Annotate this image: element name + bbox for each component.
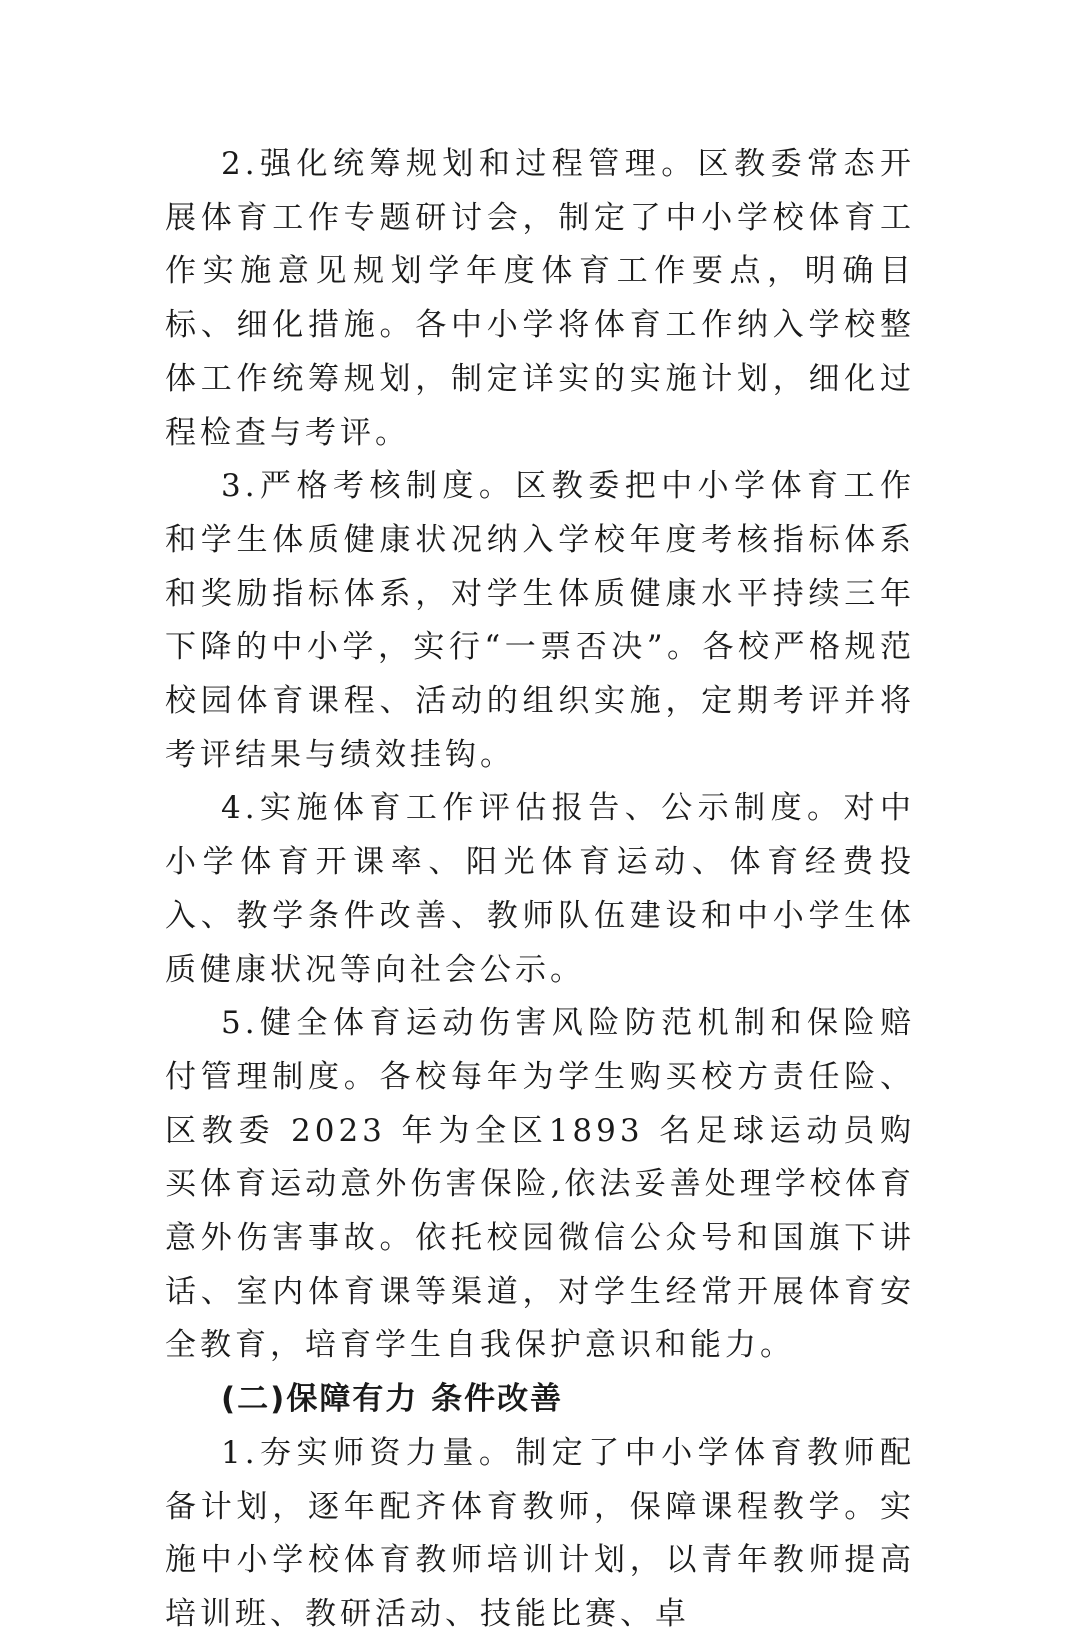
section-heading: (二)保障有力 条件改善 — [221, 1381, 564, 1418]
paragraph-teacher-staffing: 1.夯实师资力量。制定了中小学体育教师配备计划，逐年配齐体育教师，保障课程教学。实施中小学校体育教师培训计划，以青年教师提高培训班、教研活动、技能比赛、卓 — [165, 1434, 915, 1632]
paragraph-planning-management: 2.强化统筹规划和过程管理。区教委常态开展体育工作专题研讨会，制定了中小学校体育工作实施意见规划学年度体育工作要点，明确目标、细化措施。各中小学将体育工作纳入学校整体工作统筹规划，制定详实的实施计划，细化过程检查与考评。 — [165, 146, 915, 451]
paragraph-assessment-system: 3.严格考核制度。区教委把中小学体育工作和学生体质健康状况纳入学校年度考核指标体系和奖励指标体系，对学生体质健康水平持续三年下降的中小学，实行“一票否决”。各校严格规范校园体育课程、活动的组织实施，定期考评并将考评结果与绩效挂钩。 — [165, 468, 915, 773]
paragraph-injury-insurance: 5.健全体育运动伤害风险防范机制和保险赔付管理制度。各校每年为学生购买校方责任险、区教委 2023 年为全区1893 名足球运动员购买体育运动意外伤害保险,依法妥善处理学校体育意外伤害事故。依托校园微信公众号和国旗下讲话、室内体育课等渠道，对学生经常开展体育安全教育，培育学生自我保护意识和能力。 — [165, 1005, 915, 1364]
paragraph-evaluation-report: 4.实施体育工作评估报告、公示制度。对中小学体育开课率、阳光体育运动、体育经费投入、教学条件改善、教师队伍建设和中小学生体质健康状况等向社会公示。 — [165, 790, 915, 988]
document-body — [165, 138, 915, 1642]
